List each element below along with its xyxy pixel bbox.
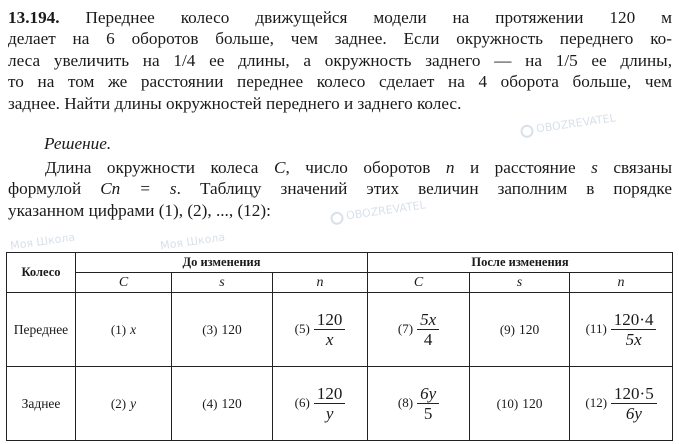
header-before: До изменения	[76, 253, 368, 273]
col-s-before: s	[172, 273, 273, 293]
cell-12: (12) $\frac{120\cdot 5}{6y}$	[570, 367, 673, 441]
problem-line-4: то на том же расстоянии переднее колесо сделает на 4 оборота больше, чем	[8, 72, 672, 92]
cell-2: (2) y	[76, 367, 172, 441]
col-c-after: C	[368, 273, 470, 293]
cell-7: (7) $\frac{5x}{4}$	[368, 293, 470, 367]
problem-line-3: леса увеличить на 1/4 ее длины, а окружность заднего — на 1/5 ее длины,	[8, 50, 672, 70]
intro-line-2: формулой Cn = s. Таблицу значений этих величин заполним в порядке	[8, 179, 672, 199]
table-row	[7, 293, 673, 367]
cell-6: (6) $\frac{120}{y}$	[273, 367, 368, 441]
cell-4: (4) 120	[172, 367, 273, 441]
problem-line-5: заднее. Найти длины окружностей переднего и заднего колес.	[8, 93, 462, 113]
problem-number: 13.194.	[8, 8, 60, 27]
problem-line-1: 13.194. Переднее колесо движущейся модели на протяжении 120 м	[8, 8, 673, 27]
header-wheel: Колесо	[7, 253, 76, 293]
watermark-logo-icon	[330, 210, 345, 225]
intro-line-1: Длина окружности колеса C, число оборотов n и расстояние s связаны	[45, 158, 672, 177]
cell-11: (11) $\frac{120\cdot 4}{5x}$	[570, 293, 673, 367]
cell-8: (8) $\frac{6y}{5}$	[368, 367, 470, 441]
cell-9: (9) 120	[470, 293, 570, 367]
values-table	[6, 252, 673, 441]
intro-line-3: указанном цифрами (1), (2), ..., (12):	[8, 200, 271, 220]
problem-text	[8, 7, 672, 114]
watermark-logo-icon	[520, 123, 535, 138]
row-label-front: Переднее	[7, 293, 76, 367]
col-c-before: C	[76, 273, 172, 293]
row-label-rear: Заднее	[7, 367, 76, 441]
table-row	[7, 367, 673, 441]
col-n-after: n	[570, 273, 673, 293]
cell-10: (10) 120	[470, 367, 570, 441]
watermark: Моя Школа	[9, 230, 76, 253]
col-s-after: s	[470, 273, 570, 293]
formula: Cn = s	[100, 179, 177, 199]
cell-1: (1) x	[76, 293, 172, 367]
watermark: OBOZREVATEL	[330, 198, 427, 225]
header-after: После изменения	[368, 253, 673, 273]
cell-5: (5) $\frac{120}{x}$	[273, 293, 368, 367]
col-n-before: n	[273, 273, 368, 293]
solution-heading: Решение.	[44, 134, 112, 153]
cell-3: (3) 120	[172, 293, 273, 367]
watermark: OBOZREVATEL	[520, 111, 617, 138]
problem-line-2: делает на 6 оборотов больше, чем заднее. Если окружность переднего ко-	[8, 29, 672, 49]
watermark: Моя Школа	[159, 230, 226, 253]
